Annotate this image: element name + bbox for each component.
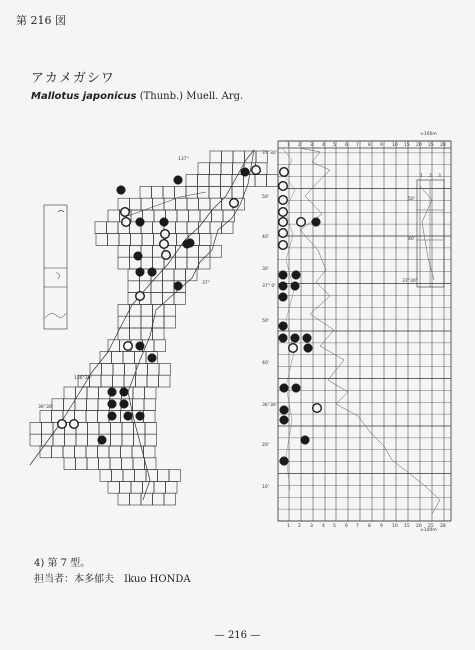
map-grid-cell <box>123 470 135 482</box>
inset-tick-2: 2 <box>429 174 432 179</box>
lat-label-36-30: 36°30' <box>38 405 53 410</box>
occurrence-dot-open <box>252 166 261 175</box>
occurrence-dot-open <box>161 230 170 239</box>
profile-dot-open <box>279 208 288 217</box>
occurrence-dot-open <box>58 420 67 429</box>
map-grid-cell <box>130 328 142 340</box>
occurrence-dot-open <box>124 342 133 351</box>
peninsula-line <box>128 192 206 216</box>
map-grid-cell <box>122 458 134 470</box>
profile-dot-filled <box>279 322 288 331</box>
profile-lat-label: 37°30' <box>262 151 277 156</box>
profile-top-unit: ≈100m <box>420 132 437 137</box>
occurrence-dot-filled <box>186 239 195 248</box>
map-grid-cell <box>130 493 142 505</box>
occurrence-dot-open <box>162 251 171 260</box>
profile-bottom-unit: ≈100m <box>420 528 437 533</box>
map-grid-cell <box>177 210 189 222</box>
profile-tick-label: 28 <box>440 143 446 148</box>
map-grid-cell <box>133 458 145 470</box>
map-grid-cell <box>122 434 134 446</box>
profile-tick-label: 8 <box>368 143 371 148</box>
map-grid-cell <box>113 363 125 375</box>
map-grid-cell <box>222 222 234 234</box>
map-grid-cell <box>141 198 153 210</box>
profile-dot-open <box>279 218 288 227</box>
map-grid-cell <box>145 387 157 399</box>
map-grid-cell <box>154 481 166 493</box>
map-grid-cell <box>108 234 120 246</box>
profile-lat-label: 50' <box>262 319 269 324</box>
map-grid-cell <box>40 446 52 458</box>
inset-lat-3730: 37°30' <box>402 279 417 284</box>
map-grid-cell <box>95 222 107 234</box>
profile-tick-label: 7 <box>356 524 359 529</box>
map-grid-cell <box>140 186 152 198</box>
map-grid-cell <box>143 481 155 493</box>
occurrence-dot-filled <box>148 268 157 277</box>
lat-label-37: 37° <box>202 281 210 286</box>
occurrence-dot-filled <box>174 282 183 291</box>
map-grid-cell <box>112 352 124 364</box>
map-grid-cell <box>221 175 233 187</box>
map-grid-cell <box>199 245 211 257</box>
profile-tick-label: 25 <box>428 143 434 148</box>
map-grid-cell <box>133 387 145 399</box>
map-grid-cell <box>100 352 112 364</box>
map-grid-cell <box>186 186 198 198</box>
map-grid-cell <box>90 363 102 375</box>
map-grid-cell <box>164 198 176 210</box>
altitude-profile <box>262 131 451 533</box>
map-grid-cell <box>135 470 147 482</box>
map-grid-cell <box>111 434 123 446</box>
map-grid-cell <box>119 234 131 246</box>
occurrence-dot-filled <box>241 168 250 177</box>
map-grid-cell <box>118 316 130 328</box>
map-grid-cell <box>154 340 166 352</box>
profile-tick-label: 4 <box>322 524 325 529</box>
map-grid-cell <box>200 210 212 222</box>
authority: (Thunb.) Muell. Arg. <box>139 91 244 102</box>
map-grid-cell <box>152 186 164 198</box>
map-grid-cell <box>158 470 170 482</box>
map-grid-cell <box>99 422 111 434</box>
map-grid-cell <box>221 163 233 175</box>
map-grid-cell <box>166 481 178 493</box>
profile-dot-filled <box>301 436 310 445</box>
profile-dot-filled <box>291 282 300 291</box>
map-grid-cell <box>76 458 88 470</box>
map-grid-cell <box>133 399 145 411</box>
map-grid-cell <box>159 363 171 375</box>
profile-dot-open <box>280 168 289 177</box>
inset-lat-40: 40' <box>408 237 415 242</box>
map-grid-cell <box>88 434 100 446</box>
profile-tick-label: 9 <box>380 524 383 529</box>
occurrence-dot-filled <box>98 436 107 445</box>
map-grid-cell <box>76 387 88 399</box>
map-grid-cell <box>189 210 201 222</box>
island-inset <box>44 205 67 329</box>
map-grid-cell <box>210 222 222 234</box>
profile-dot-open <box>279 229 288 238</box>
map-grid-cell <box>121 446 133 458</box>
occurrence-dot-open <box>70 420 79 429</box>
occurrence-dot-filled <box>120 400 129 409</box>
map-grid-cell <box>210 151 222 163</box>
map-grid-cell <box>130 316 142 328</box>
profile-dot-filled <box>279 282 288 291</box>
map-grid-cell <box>153 304 165 316</box>
map-grid-cell <box>198 163 210 175</box>
map-grid-cell <box>145 422 157 434</box>
map-grid-cell <box>65 434 77 446</box>
profile-tick-label: 2 <box>298 524 301 529</box>
map-grid-cell <box>212 210 224 222</box>
author-credit: 担当者：本多郁夫 Ikuo HONDA <box>34 574 191 585</box>
map-grid-cell <box>199 198 211 210</box>
map-grid-cell <box>96 234 108 246</box>
map-grid-cell <box>130 198 142 210</box>
occurrence-dot-filled <box>136 218 145 227</box>
inset-lat-50: 50' <box>408 197 415 202</box>
map-grid-cell <box>64 387 76 399</box>
profile-tick-label: 3 <box>310 143 313 148</box>
map-grid-cell <box>141 304 153 316</box>
profile-dot-filled <box>279 293 288 302</box>
map-grid-cell <box>109 446 121 458</box>
map-grid-cell <box>174 293 186 305</box>
map-grid-cell <box>42 422 54 434</box>
map-grid-cell <box>107 222 119 234</box>
map-grid-cell <box>151 281 163 293</box>
map-grid-cell <box>142 234 154 246</box>
map-grid-cell <box>145 458 157 470</box>
map-grid-cell <box>209 175 221 187</box>
map-grid-cell <box>153 493 165 505</box>
map-grid-cell <box>113 375 125 387</box>
profile-tick-label: 7 <box>356 143 359 148</box>
map-grid-cell <box>200 234 212 246</box>
map-grid-cell <box>87 399 99 411</box>
profile-dot-open <box>289 344 298 353</box>
map-grid-cell <box>151 293 163 305</box>
occurrence-dot-open <box>121 208 130 217</box>
profile-lat-label: 40' <box>262 235 269 240</box>
occurrence-dot-filled <box>148 354 157 363</box>
map-grid-cell <box>187 257 199 269</box>
occurrence-dot-filled <box>134 252 143 261</box>
profile-lat-label: 30' <box>262 267 269 272</box>
map-grid-cell <box>169 470 181 482</box>
map-grid-cell <box>63 446 75 458</box>
map-grid-cell <box>136 375 148 387</box>
occurrence-dot-open <box>122 218 131 227</box>
profile-tick-label: 5 <box>333 143 336 148</box>
profile-tick-label: 6 <box>345 143 348 148</box>
profile-dot-filled <box>291 334 300 343</box>
distribution-type-note: 4) 第 7 型。 <box>34 558 91 569</box>
profile-tick-label: 28 <box>440 524 446 529</box>
map-grid-cell <box>101 375 113 387</box>
map-grid-cell <box>87 387 99 399</box>
occurrence-dot-filled <box>108 412 117 421</box>
profile-tick-label: 3 <box>310 524 313 529</box>
profile-dot-filled <box>292 384 301 393</box>
profile-dot-open <box>313 404 322 413</box>
map-grid-cell <box>232 186 244 198</box>
occurrence-dot-open <box>160 240 169 249</box>
map-grid-cell <box>209 186 221 198</box>
profile-dot-open <box>279 182 288 191</box>
map-grid-cell <box>128 281 140 293</box>
profile-dot-filled <box>280 384 289 393</box>
map-grid-cell <box>52 446 64 458</box>
map-grid-cell <box>267 175 279 187</box>
profile-tick-label: 4 <box>322 143 325 148</box>
profile-tick-label: 10 <box>392 143 398 148</box>
map-grid-cell <box>141 257 153 269</box>
map-grid-cell <box>75 399 87 411</box>
map-grid-cell <box>255 175 267 187</box>
map-grid-cell <box>52 399 64 411</box>
profile-tick-label: 1 <box>287 524 290 529</box>
map-grid-cell <box>53 434 65 446</box>
map-grid-cell <box>199 257 211 269</box>
map-grid-cell <box>118 328 130 340</box>
map-grid-cell <box>144 399 156 411</box>
map-grid-cell <box>198 175 210 187</box>
map-grid-cell <box>210 163 222 175</box>
map-grid-cell <box>164 316 176 328</box>
map-grid-cell <box>110 458 122 470</box>
inset-tick-1: 1 <box>420 174 423 179</box>
map-grid-cell <box>108 210 120 222</box>
map-grid-cell <box>64 458 76 470</box>
map-grid-cell <box>245 151 257 163</box>
profile-dot-open <box>279 196 288 205</box>
occurrence-dot-open <box>230 199 239 208</box>
map-grid-cell <box>176 198 188 210</box>
profile-tick-label: 25 <box>428 524 434 529</box>
profile-tick-label: 1 <box>287 143 290 148</box>
profile-dot-filled <box>280 457 289 466</box>
map-grid-cell <box>141 245 153 257</box>
map-grid-cell <box>102 363 114 375</box>
profile-lat-label: 40' <box>262 361 269 366</box>
genus-species: Mallotus japonicus <box>31 91 137 102</box>
map-grid-cell <box>30 422 42 434</box>
map-grid-cell <box>99 458 111 470</box>
profile-tick-label: 20 <box>416 143 422 148</box>
map-grid-cell <box>112 470 124 482</box>
lon-label-137: 137° <box>178 157 189 162</box>
profile-lat-label: 37° 0' <box>262 284 276 289</box>
occurrence-dot-filled <box>108 400 117 409</box>
map-grid-cell <box>163 281 175 293</box>
map-grid-cell <box>176 222 188 234</box>
map-grid-cell <box>232 175 244 187</box>
map-grid-cell <box>186 175 198 187</box>
map-grid-cell <box>159 375 171 387</box>
occurrence-dot-open <box>136 292 145 301</box>
map-grid-cell <box>223 210 235 222</box>
profile-tick-label: 6 <box>345 524 348 529</box>
map-grid-cell <box>118 257 130 269</box>
map-grid-cell <box>118 493 130 505</box>
map-grid-cell <box>222 151 234 163</box>
map-grid-cell <box>88 422 100 434</box>
map-grid-cell <box>100 470 112 482</box>
profile-tick-label: 5 <box>333 524 336 529</box>
occurrence-dot-filled <box>117 186 126 195</box>
profile-lat-label: 10' <box>262 485 269 490</box>
profile-dot-filled <box>292 271 301 280</box>
map-grid-cell <box>132 446 144 458</box>
map-occurrence-dots <box>58 166 261 445</box>
profile-tick-label: 20 <box>416 524 422 529</box>
map-grid-cell <box>118 245 130 257</box>
map-grid-cell <box>118 304 130 316</box>
occurrence-dot-filled <box>160 218 169 227</box>
map-grid-cell <box>120 481 132 493</box>
occurrence-dot-filled <box>136 412 145 421</box>
occurrence-dot-filled <box>124 412 133 421</box>
coastline <box>30 150 254 500</box>
map-grid-cell <box>141 493 153 505</box>
map-grid-cell <box>187 198 199 210</box>
occurrence-dot-filled <box>174 176 183 185</box>
map-grid-cell <box>135 352 147 364</box>
profile-inset <box>402 173 444 287</box>
profile-tick-label: 8 <box>368 524 371 529</box>
map-grid-cell <box>108 340 120 352</box>
profile-dot-open <box>279 241 288 250</box>
map-grid-cell <box>125 363 137 375</box>
figure-label: 第 216 図 <box>16 14 66 27</box>
profile-dot-open <box>297 218 306 227</box>
map-grid-cell <box>131 234 143 246</box>
map-grid-cell <box>163 186 175 198</box>
map-grid-cell <box>131 481 143 493</box>
occurrence-dot-filled <box>136 342 145 351</box>
profile-tick-label: 15 <box>404 524 410 529</box>
profile-lat-label: 36°30' <box>262 403 277 408</box>
profile-dot-filled <box>279 334 288 343</box>
map-grid-cell <box>163 269 175 281</box>
map-grid-cell <box>144 446 156 458</box>
map-grid-cell <box>174 269 186 281</box>
map-grid-cell <box>210 245 222 257</box>
map-grid-cell <box>86 411 98 423</box>
profile-dot-filled <box>304 344 313 353</box>
map-grid-cell <box>143 210 155 222</box>
profile-lat-label: 50' <box>262 195 269 200</box>
profile-tick-label: 10 <box>392 524 398 529</box>
map-grid-cell <box>210 198 222 210</box>
map-grid-cell <box>98 446 110 458</box>
map-grid-cell <box>76 434 88 446</box>
map-grid-cell <box>140 281 152 293</box>
map-grid-cell <box>30 434 42 446</box>
page-number: — 216 — <box>214 630 261 641</box>
map-grid-cell <box>98 411 110 423</box>
map-grid-cell <box>176 257 188 269</box>
map-grid-cell <box>141 316 153 328</box>
map-grid-cell <box>75 446 87 458</box>
map-grid-cell <box>111 422 123 434</box>
inset-tick-3: 3 <box>438 174 441 179</box>
profile-tick-label: 2 <box>298 143 301 148</box>
map-grid-cell <box>199 222 211 234</box>
profile-dot-filled <box>280 406 289 415</box>
map-grid-cell <box>145 434 157 446</box>
profile-dot-filled <box>303 334 312 343</box>
map-grid-cell <box>86 446 98 458</box>
map-grid-cell <box>153 328 165 340</box>
map-grid-cell <box>153 198 165 210</box>
map-grid-cell <box>187 222 199 234</box>
map-grid-cell <box>147 375 159 387</box>
map-grid-cell <box>108 481 120 493</box>
profile-tick-label: 15 <box>404 143 410 148</box>
map-grid-cell <box>40 411 52 423</box>
map-grid-cell <box>123 352 135 364</box>
profile-tick-label: 9 <box>380 143 383 148</box>
profile-lat-label: 20' <box>262 443 269 448</box>
profile-dot-filled <box>312 218 321 227</box>
map-grid-cell <box>122 422 134 434</box>
occurrence-dot-filled <box>120 388 129 397</box>
lon-label-136-30: 136°30' <box>74 376 92 381</box>
map-grid-cell <box>144 411 156 423</box>
map-grid-cell <box>164 304 176 316</box>
occurrence-dot-filled <box>108 388 117 397</box>
map-grid-cell <box>87 458 99 470</box>
map-grid-cell <box>153 257 165 269</box>
map-grid-cell <box>148 363 160 375</box>
occurrence-dot-filled <box>136 268 145 277</box>
profile-dot-filled <box>279 271 288 280</box>
species-japanese-name: アカメガシワ <box>31 71 115 86</box>
map-grid-cell <box>233 151 245 163</box>
map-grid-cell <box>164 493 176 505</box>
profile-dot-filled <box>280 416 289 425</box>
